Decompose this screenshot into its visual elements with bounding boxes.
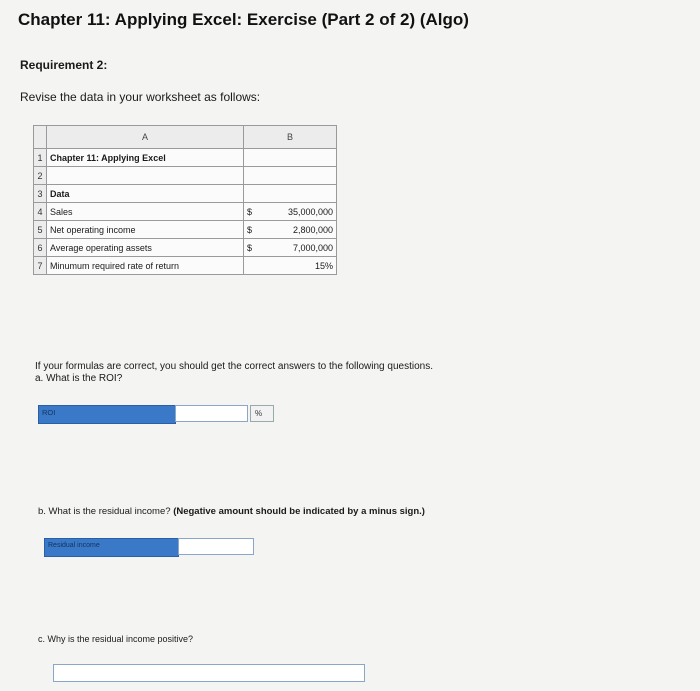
question-a-text: a. What is the ROI? [35,373,123,384]
roi-label-box [38,405,176,424]
corner-cell [34,126,47,149]
table-row [34,239,337,257]
cell-b-value: 15% [314,260,333,271]
column-header-a: A [47,126,244,149]
row-number: 4 [34,203,47,221]
cell-b [244,257,337,275]
cell-a [47,167,244,185]
instruction-text: Revise the data in your worksheet as follows: [20,90,261,104]
row-number: 3 [34,185,47,203]
row-number: 7 [34,257,47,275]
cell-b [244,203,337,221]
question-intro: If your formulas are correct, you should get the correct answers to the following questions. [35,361,433,372]
table-row [34,203,337,221]
cell-b [244,239,337,257]
cell-b-value: 35,000,000 [287,206,333,217]
cell-b [244,221,337,239]
table-row [34,149,337,167]
row-number: 2 [34,167,47,185]
question-c-text: c. Why is the residual income positive? [38,634,194,644]
row-number: 5 [34,221,47,239]
page-title: Chapter 11: Applying Excel: Exercise (Part 2 of 2) (Algo) [18,10,469,29]
worksheet-table [33,125,337,275]
cell-a: Data [47,185,244,203]
cell-b [244,149,337,167]
roi-percent-unit: % [250,405,274,422]
cell-a: Net operating income [47,221,244,239]
table-row [34,185,337,203]
cell-a: Average operating assets [47,239,244,257]
cell-a: Minumum required rate of return [47,257,244,275]
currency-symbol: $ [247,206,253,217]
question-b-note: (Negative amount should be indicated by a minus sign.) [173,506,425,517]
residual-income-label: Residual income [48,542,100,549]
table-row [34,167,337,185]
currency-symbol: $ [247,242,253,253]
answer-select-field[interactable] [53,664,365,682]
row-number: 1 [34,149,47,167]
question-b [38,506,425,517]
question-b-text: b. What is the residual income? [38,506,171,517]
question-a [35,361,433,385]
cell-b-value: 7,000,000 [292,242,333,253]
cell-b-value: 2,800,000 [292,224,333,235]
requirement-heading: Requirement 2: [20,58,108,72]
table-row [34,221,337,239]
cell-b [244,167,337,185]
table-row [34,257,337,275]
row-number: 6 [34,239,47,257]
cell-b [244,185,337,203]
roi-input[interactable] [175,405,248,422]
residual-income-input[interactable] [178,538,254,555]
cell-a: Sales [47,203,244,221]
currency-symbol: $ [247,224,253,235]
cell-a: Chapter 11: Applying Excel [47,149,244,167]
column-header-b: B [244,126,337,149]
roi-label: ROI [42,408,56,417]
